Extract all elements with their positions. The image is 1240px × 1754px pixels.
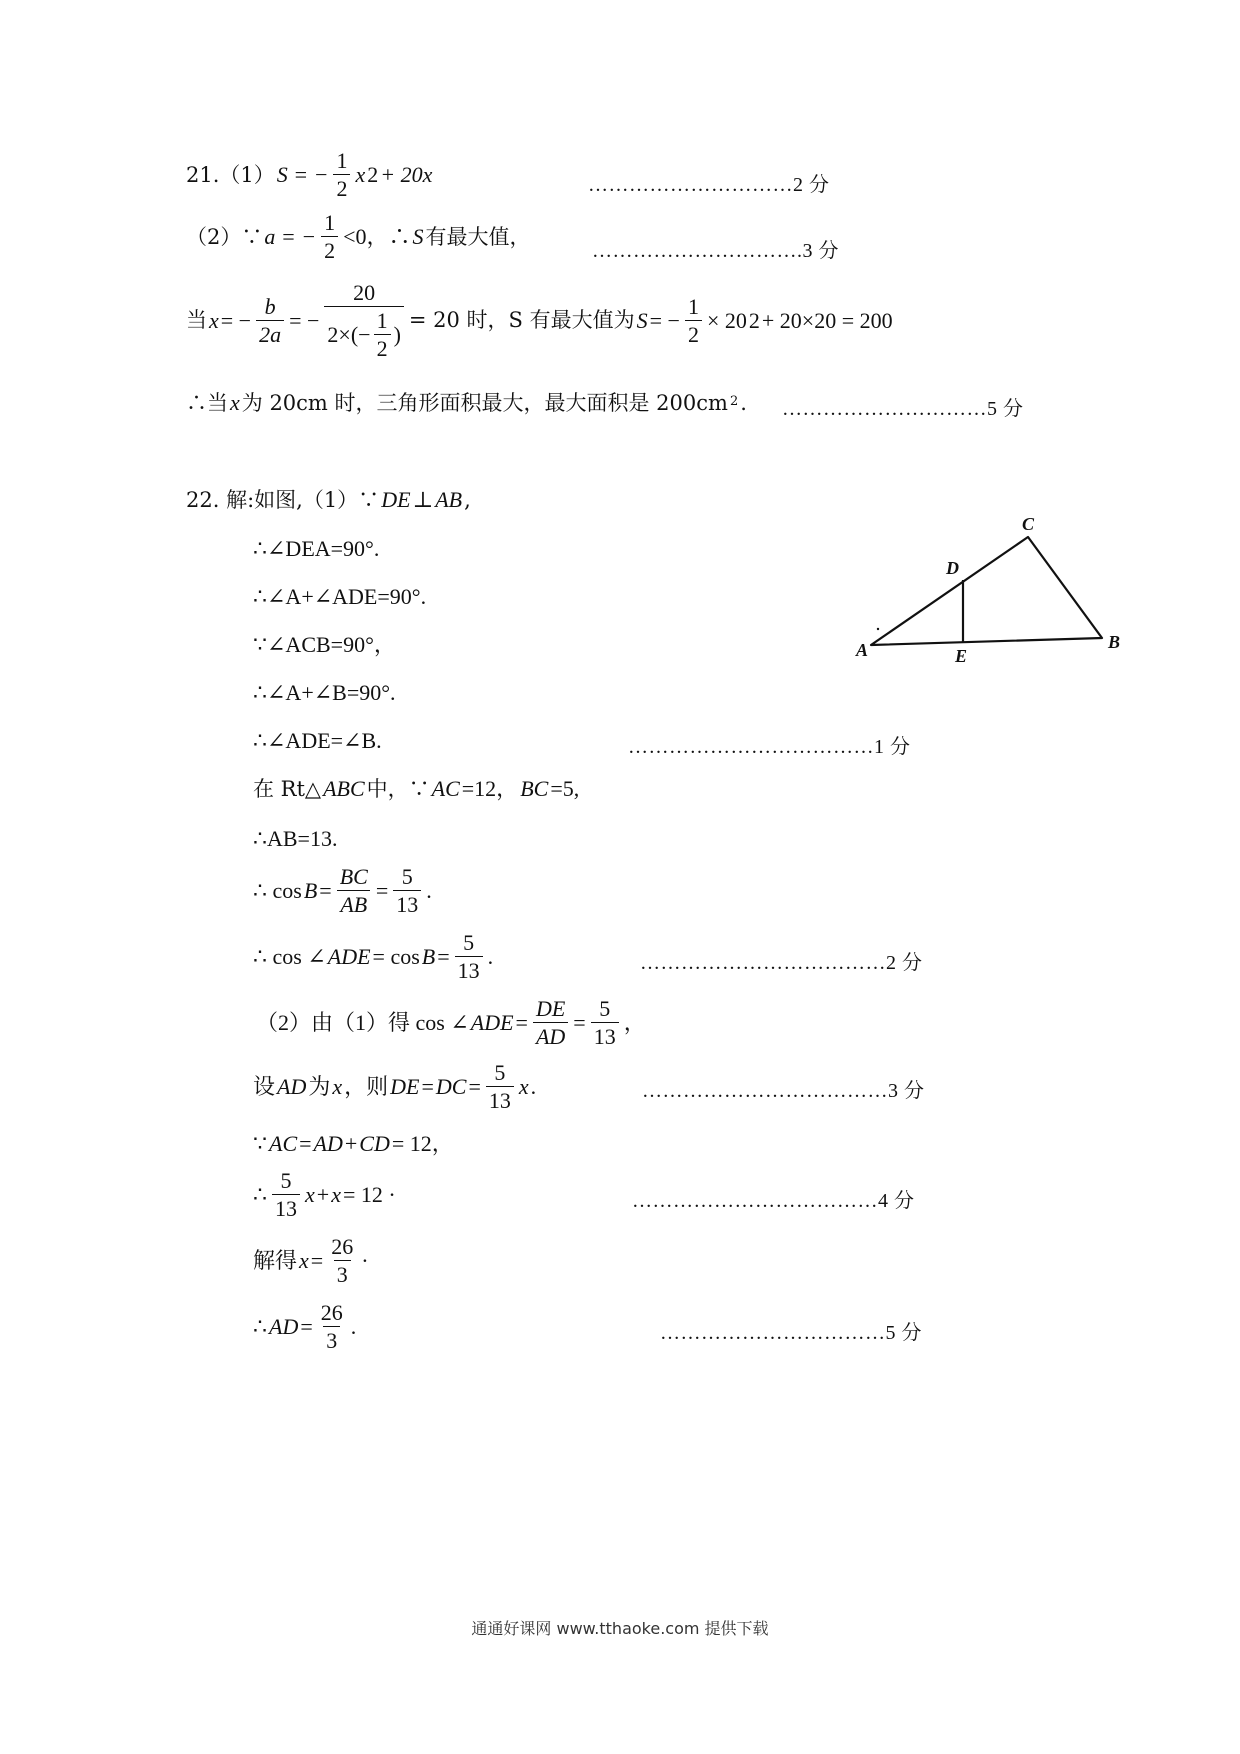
fraction (455, 930, 483, 984)
label: （2）∵ (186, 224, 263, 249)
q22-line7 (253, 826, 337, 851)
numerator: 20 (353, 280, 376, 305)
denominator: 2 (374, 334, 391, 361)
var: DE (390, 1074, 420, 1100)
expr: ) (393, 321, 401, 347)
text: 当 (186, 308, 207, 333)
label-d: D (946, 558, 959, 578)
var: x (305, 1182, 315, 1208)
text: 解得 (253, 1248, 298, 1274)
numerator: 1 (376, 308, 388, 334)
text: ∵∠ACB=90°， (253, 632, 396, 657)
text: ，则 (344, 1074, 389, 1100)
label-b: B (1108, 632, 1121, 652)
text: ∴∠A+∠B=90°. (253, 680, 396, 705)
text: （2）由（1）得 cos ∠ (256, 1010, 469, 1036)
denominator: 13 (455, 956, 483, 983)
text: = (437, 944, 450, 970)
text: . (530, 1074, 537, 1100)
text: = (573, 1010, 586, 1036)
fraction (393, 864, 421, 918)
expr: x (355, 162, 366, 188)
fraction (256, 294, 284, 348)
denominator: 2a (256, 320, 284, 347)
var: DC (435, 1074, 467, 1100)
fraction (333, 148, 350, 202)
score-dots: ………………………….3 分 (592, 240, 839, 262)
denominator: 13 (393, 890, 421, 917)
text: = (310, 1248, 324, 1274)
score-dots: ………………………………1 分 (628, 736, 911, 758)
var: S (636, 307, 648, 333)
q21-part1 (186, 148, 432, 202)
text: ∴ cos ∠ (253, 944, 326, 970)
expr: = − (649, 307, 680, 333)
text: 为 20cm 时，三角形面积最大，最大面积是 200cm (241, 390, 728, 415)
text: = 12， (391, 1131, 454, 1156)
fraction (533, 996, 568, 1050)
numerator: 5 (494, 1060, 506, 1085)
text: 中，∵ (366, 776, 430, 801)
text: . (426, 878, 432, 904)
q22-line4 (253, 680, 396, 705)
numerator: 26 (331, 1234, 354, 1259)
q21-conclusion (186, 390, 747, 415)
text: = (421, 1074, 434, 1100)
var: B (421, 944, 436, 970)
var: x (518, 1074, 529, 1100)
fraction (685, 294, 702, 348)
text: ∴ (253, 1182, 267, 1208)
triangle-abc (871, 537, 1102, 645)
numerator: b (264, 293, 276, 319)
var: x (209, 307, 219, 333)
fraction (272, 1168, 300, 1222)
text: 有最大值， (425, 224, 531, 249)
fraction (337, 864, 371, 918)
numerator: 26 (320, 1300, 343, 1325)
var: AB (435, 487, 463, 512)
fraction (486, 1060, 514, 1114)
denominator: AB (337, 890, 370, 917)
text: ∵ (253, 1131, 267, 1156)
numerator: 5 (280, 1168, 292, 1193)
q21-part2 (186, 210, 531, 264)
expr: <0，∴ (343, 224, 411, 250)
denominator: 13 (591, 1022, 619, 1049)
q22-line11 (253, 1060, 536, 1114)
text: ， (623, 1010, 646, 1036)
score-dots: ……………………………5 分 (660, 1322, 922, 1344)
text: . (487, 944, 494, 970)
var: AC (269, 1131, 298, 1156)
q22-line13 (253, 1168, 396, 1222)
var: AD (313, 1131, 343, 1156)
text: . (350, 1314, 357, 1340)
var: ABC (323, 776, 365, 801)
symbol: ⊥ (412, 487, 434, 512)
text: ∴AB=13. (253, 826, 338, 851)
score-dots: ………………………………3 分 (642, 1080, 925, 1102)
q22-heading (186, 487, 471, 512)
numerator: DE (535, 996, 566, 1021)
var: BC (520, 776, 549, 801)
text: ∴∠A+∠ADE=90°. (253, 584, 427, 609)
denominator: 13 (272, 1194, 300, 1221)
var: x (299, 1248, 309, 1274)
fraction (328, 1234, 356, 1288)
var: x (331, 1182, 341, 1208)
text: = (468, 1074, 481, 1100)
q22-line6 (253, 776, 579, 801)
label-c: C (1022, 514, 1035, 534)
text: ∴ (253, 1314, 267, 1340)
fraction (591, 996, 619, 1050)
text: 为 (308, 1074, 331, 1100)
score-dots: …………………………5 分 (782, 398, 1024, 420)
score-dots: ………………………………2 分 (640, 952, 923, 974)
q22-line3 (253, 632, 396, 657)
denominator: 13 (486, 1086, 514, 1113)
q21-part3 (186, 280, 893, 361)
text: + (344, 1131, 358, 1156)
text: . (740, 390, 747, 415)
score-dots: ………………………………4 分 (632, 1190, 915, 1212)
text: ∴当 (186, 390, 228, 415)
var: DE (381, 487, 411, 512)
text: ∴ cos (253, 878, 302, 904)
dot-mark (877, 628, 879, 630)
denominator (324, 306, 403, 361)
label-e: E (955, 646, 968, 666)
text: ∴∠ADE=∠B. (253, 728, 382, 753)
q22-line15 (253, 1300, 356, 1354)
var: ADE (470, 1010, 514, 1036)
expr: S (412, 224, 424, 250)
expr: S = − (276, 162, 329, 188)
numerator: 1 (336, 148, 348, 173)
text: ∴∠DEA=90°. (253, 536, 380, 561)
q22-line9 (253, 930, 493, 984)
denominator: 3 (334, 1260, 351, 1287)
expr: + 20×20 = 200 (761, 307, 893, 333)
footer-credit: 通通好课网 www.tthaoke.com 提供下载 (471, 1619, 769, 1638)
denominator: 2 (685, 320, 702, 347)
text: =5, (550, 776, 580, 801)
q22-line12 (253, 1131, 454, 1156)
text: = (299, 1131, 312, 1156)
text: = 12 · (342, 1182, 396, 1208)
var: AD (277, 1074, 307, 1100)
denominator: 2 (321, 236, 338, 263)
numerator: 1 (324, 210, 336, 235)
text: 在 Rt△ (253, 776, 322, 801)
label-a: A (856, 640, 869, 660)
var: ADE (327, 944, 371, 970)
expr: = − (289, 307, 320, 333)
exponent: 2 (367, 162, 379, 188)
exponent: 2 (748, 307, 760, 333)
var: CD (359, 1131, 390, 1156)
text: + (316, 1182, 330, 1208)
expr: × 20 (706, 307, 747, 333)
var: AD (269, 1314, 299, 1340)
q22-line8 (253, 864, 432, 918)
numerator: 5 (401, 864, 413, 889)
text: = (319, 878, 332, 904)
text: 22. 解:如图,（1）∵ (186, 487, 380, 512)
text: = (300, 1314, 313, 1340)
numerator: 5 (463, 930, 475, 955)
fraction (374, 308, 391, 361)
q22-line10 (256, 996, 646, 1050)
text: · (361, 1248, 369, 1274)
q22-line5 (253, 728, 382, 753)
q22-line1 (253, 536, 379, 561)
denominator: 2 (333, 174, 350, 201)
numerator: BC (339, 864, 368, 889)
numerator: 1 (687, 293, 699, 319)
fraction (318, 1300, 346, 1354)
denominator: 3 (323, 1326, 340, 1353)
fraction (324, 280, 403, 361)
q22-line14 (253, 1234, 369, 1288)
score-dots: …………………………2 分 (588, 174, 830, 196)
var: AC (431, 776, 460, 801)
text: , (464, 487, 471, 512)
expr: + 20x (380, 162, 433, 188)
var: B (303, 878, 318, 904)
expr: a = − (264, 224, 317, 250)
triangle-diagram (840, 512, 1140, 682)
text: 设 (253, 1074, 276, 1100)
var: x (230, 390, 240, 415)
var: x (332, 1074, 343, 1100)
text: = cos (372, 944, 420, 970)
expr: 2×(− (327, 321, 371, 347)
expr: = − (220, 307, 252, 333)
text: = 20 时，S 有最大值为 (408, 308, 635, 333)
denominator: AD (533, 1022, 568, 1049)
exponent: 2 (729, 394, 739, 410)
q22-line2 (253, 584, 426, 609)
numerator: 5 (599, 996, 611, 1021)
text: = (375, 878, 389, 904)
text: =12， (461, 776, 519, 801)
text: = (515, 1010, 528, 1036)
fraction (321, 210, 338, 264)
q21-label: 21.（1） (186, 162, 275, 187)
